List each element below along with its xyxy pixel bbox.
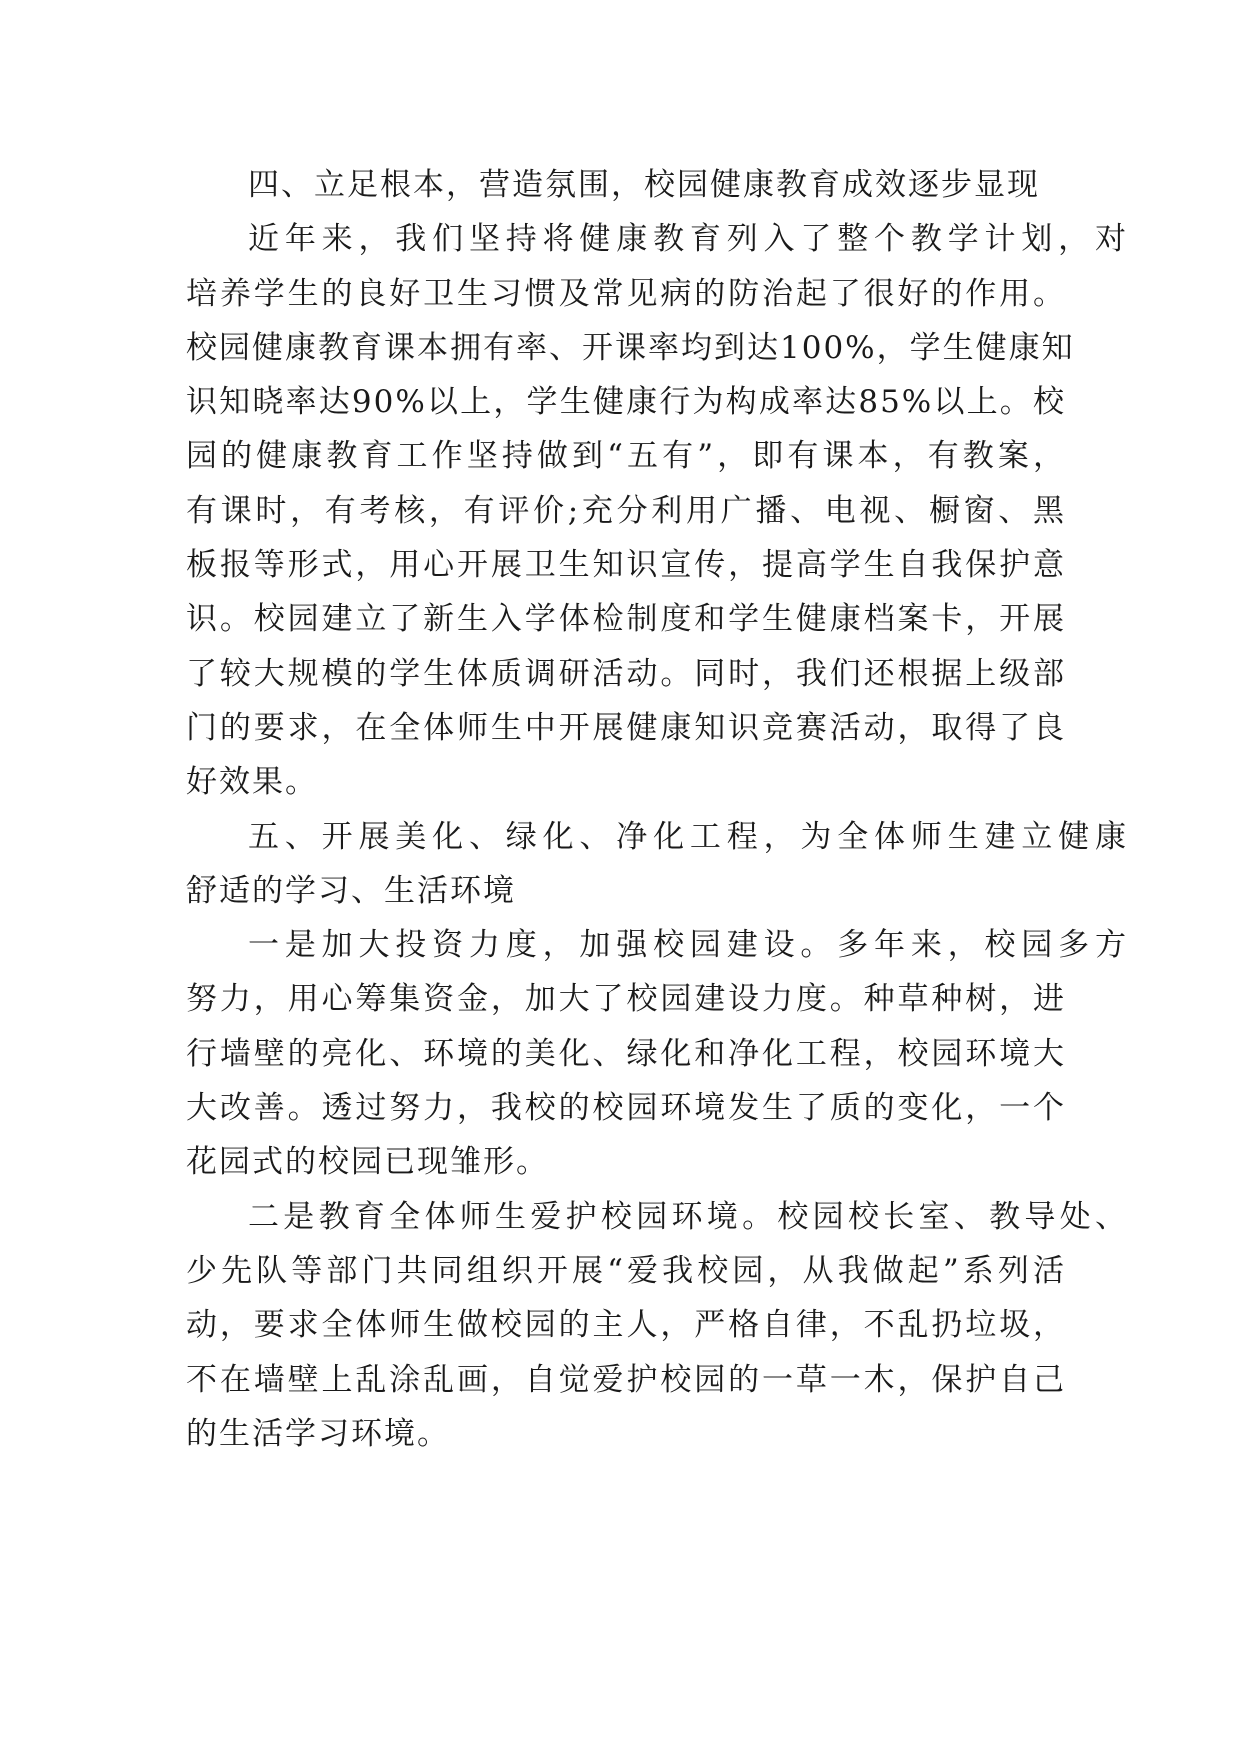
text-line: 一是加大投资力度，加强校园建设。多年来，校园多方 [248,927,1128,964]
text-line: 板报等形式，用心开展卫生知识宣传，提高学生自我保护意 [186,547,1066,584]
text-line: 行墙壁的亮化、环境的美化、绿化和净化工程，校园环境大 [186,1035,1066,1072]
text-line: 近年来，我们坚持将健康教育列入了整个教学计划，对 [248,221,1128,258]
text-line: 门的要求，在全体师生中开展健康知识竞赛活动，取得了良 [186,709,1066,746]
text-line: 的生活学习环境。 [186,1415,450,1452]
text-line: 好效果。 [186,764,318,801]
text-line: 舒适的学习、生活环境 [186,872,516,909]
text-line: 动，要求全体师生做校园的主人，严格自律，不乱扔垃圾， [186,1307,1066,1344]
text-line: 不在墙壁上乱涂乱画，自觉爱护校园的一草一木，保护自己 [186,1361,1066,1398]
text-line: 五、开展美化、绿化、净化工程，为全体师生建立健康 [248,818,1128,855]
text-line: 四、立足根本，营造氛围，校园健康教育成效逐步显现 [248,167,1040,203]
text-line: 培养学生的良好卫生习惯及常见病的防治起了很好的作用。 [186,275,1066,312]
text-line: 努力，用心筹集资金，加大了校园建设力度。种草种树，进 [186,981,1066,1018]
paragraph-campus-construction [186,918,1128,1189]
text-line: 少先队等部门共同组织开展“爱我校园，从我做起”系列活 [186,1252,1066,1289]
section-heading-5 [186,810,1128,919]
text-line: 识知晓率达90%以上，学生健康行为构成率达85%以上。校 [186,384,1066,421]
text-line: 校园健康教育课本拥有率、开课率均到达100%，学生健康知 [186,329,1075,366]
text-line: 识。校园建立了新生入学体检制度和学生健康档案卡，开展 [186,601,1066,638]
document-body [186,158,1128,1461]
text-line: 有课时，有考核，有评价;充分利用广播、电视、橱窗、黑 [186,492,1066,529]
text-line: 二是教育全体师生爱护校园环境。校园校长室、教导处、 [248,1198,1128,1235]
text-line: 花园式的校园已现雏形。 [186,1144,549,1181]
text-line: 大改善。透过努力，我校的校园环境发生了质的变化，一个 [186,1090,1066,1127]
paragraph-health-education [186,212,1128,809]
section-heading-4 [186,158,1066,212]
text-line: 了较大规模的学生体质调研活动。同时，我们还根据上级部 [186,655,1066,692]
text-line: 园的健康教育工作坚持做到“五有”，即有课本，有教案， [186,438,1066,475]
paragraph-campus-care [186,1190,1128,1461]
